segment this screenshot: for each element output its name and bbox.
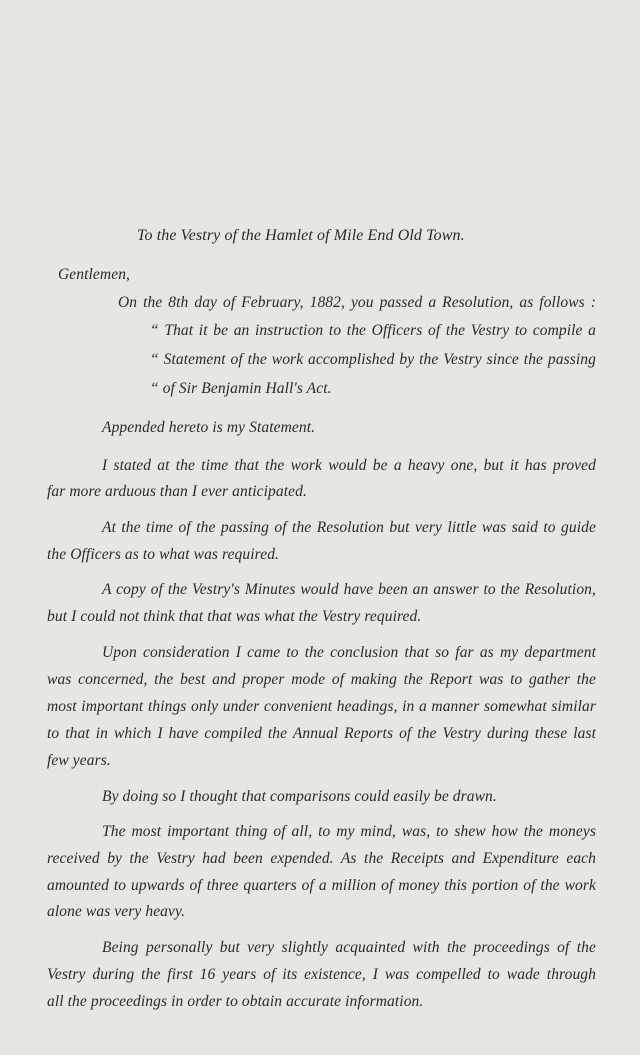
- paragraph-line: received by the Vestry had been expended. As the Receipts and Expenditure each: [47, 850, 596, 867]
- resolution-line: “ of Sir Benjamin Hall's Act.: [150, 380, 332, 397]
- paragraph-line: most important things only under convenient headings, in a manner somewhat similar: [47, 698, 596, 715]
- paragraph-line: The most important thing of all, to my mind, was, to shew how the moneys: [102, 823, 596, 840]
- resolution-line: “ Statement of the work accomplished by the Vestry since the passing: [150, 351, 596, 368]
- paragraph-line: to that in which I have compiled the Annual Reports of the Vestry during these last: [47, 725, 596, 742]
- paragraph-line: was concerned, the best and proper mode of making the Report was to gather the: [47, 671, 596, 688]
- paragraph-line: Upon consideration I came to the conclusion that so far as my department: [102, 644, 596, 661]
- paragraph-line: amounted to upwards of three quarters of a million of money this portion of the work: [47, 877, 596, 894]
- paragraph-line: few years.: [47, 752, 111, 769]
- paragraph-line: but I could not think that that was what the Vestry required.: [47, 608, 422, 625]
- page-heading: To the Vestry of the Hamlet of Mile End Old Town.: [137, 227, 465, 244]
- paragraph-line: By doing so I thought that comparisons could easily be drawn.: [102, 788, 497, 805]
- paragraph-line: the Officers as to what was required.: [47, 546, 280, 563]
- paragraph-line: all the proceedings in order to obtain accurate information.: [47, 993, 424, 1010]
- paragraph-line: Vestry during the first 16 years of its existence, I was compelled to wade through: [47, 966, 596, 983]
- paragraph-line: At the time of the passing of the Resolution but very little was said to guide: [102, 519, 596, 536]
- resolution-line: “ That it be an instruction to the Officers of the Vestry to compile a: [150, 322, 596, 339]
- paragraph-line: Appended hereto is my Statement.: [102, 419, 316, 436]
- salutation: Gentlemen,: [58, 266, 131, 283]
- resolution-line: On the 8th day of February, 1882, you passed a Resolution, as follows :: [118, 294, 596, 311]
- paragraph-line: Being personally but very slightly acquainted with the proceedings of the: [102, 939, 596, 956]
- paragraph-line: far more arduous than I ever anticipated.: [47, 483, 307, 500]
- paragraph-line: alone was very heavy.: [47, 903, 186, 920]
- paragraph-line: I stated at the time that the work would be a heavy one, but it has proved: [102, 457, 596, 474]
- paragraph-line: A copy of the Vestry's Minutes would have been an answer to the Resolution,: [102, 581, 596, 598]
